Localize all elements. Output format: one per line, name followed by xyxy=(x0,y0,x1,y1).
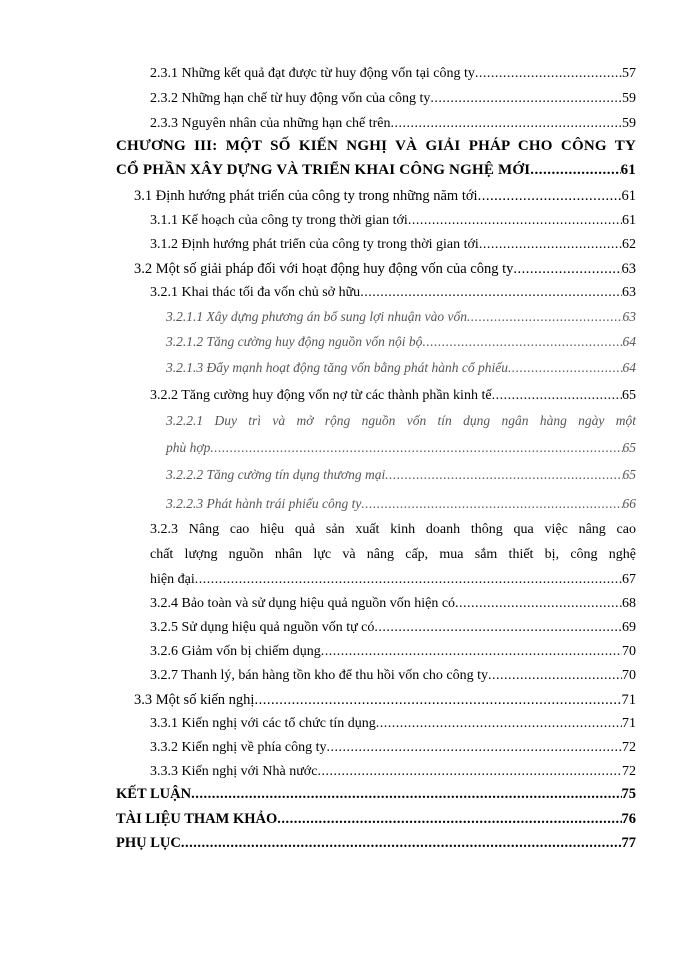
toc-entry-page: 61 xyxy=(622,213,636,228)
leader-dots xyxy=(508,356,623,380)
toc-entry-page: 59 xyxy=(622,116,636,131)
toc-entry-ket-luan[interactable] xyxy=(116,782,636,806)
toc-entry-title-line-1: 3.2.3 Nâng cao hiệu quả sản xuất kinh doanh thông qua việc nâng cao xyxy=(150,522,636,537)
toc-entry-page: 67 xyxy=(622,572,636,587)
toc-entry-title: 3.2.5 Sử dụng hiệu quả nguồn vốn tự có xyxy=(150,620,375,635)
toc-entry-title: 3.3.2 Kiến nghị về phía công ty xyxy=(150,740,327,755)
toc-entry-page: 70 xyxy=(622,668,636,683)
toc-entry-title: 3.2.2.3 Phát hành trái phiếu công ty xyxy=(166,496,362,511)
toc-entry-page: 72 xyxy=(622,740,636,755)
toc-entry-page: 63 xyxy=(621,261,636,277)
toc-entry-2-3-2[interactable] xyxy=(150,87,636,111)
toc-chapter-3[interactable] xyxy=(116,134,636,182)
toc-entry-3-2-4[interactable] xyxy=(150,592,636,616)
toc-entry-title: KẾT LUẬN xyxy=(116,786,192,802)
leader-dots xyxy=(181,831,622,855)
toc-entry-page: 66 xyxy=(622,496,636,511)
toc-entry-title: 3.2.1.3 Đẩy mạnh hoạt động tăng vốn bằng phát hành cổ phiếu xyxy=(166,360,508,375)
toc-entry-page: 64 xyxy=(622,334,636,349)
toc-entry-title-line-1: 3.2.2.1 Duy trì và mở rộng nguồn vốn tín dụng ngân hàng ngày một xyxy=(166,413,636,428)
toc-entry-page: 71 xyxy=(621,692,636,708)
leader-dots xyxy=(422,330,622,354)
toc-entry-title: 3.1.2 Định hướng phát triển của công ty trong thời gian tới xyxy=(150,237,479,252)
toc-entry-title-line-2: phù hợp xyxy=(166,440,211,455)
leader-dots xyxy=(374,616,622,640)
toc-entry-page: 70 xyxy=(622,644,636,659)
toc-entry-page: 71 xyxy=(622,716,636,731)
toc-entry-3-1-2[interactable] xyxy=(150,233,636,257)
toc-entry-page: 63 xyxy=(622,309,636,324)
toc-entry-title: 3.2.6 Giảm vốn bị chiếm dụng xyxy=(150,644,321,659)
toc-entry-3-2-5[interactable] xyxy=(150,616,636,640)
toc-entry-3-2-3[interactable] xyxy=(150,517,636,592)
toc-entry-title: 3.1 Định hướng phát triển của công ty trong những năm tới xyxy=(134,188,478,204)
toc-entry-title: 3.2.1.2 Tăng cường huy động nguồn vốn nội bộ xyxy=(166,334,423,349)
toc-entry-3-1-1[interactable] xyxy=(150,209,636,233)
toc-entry-page: 76 xyxy=(621,811,636,827)
toc-entry-page: 68 xyxy=(622,596,636,611)
toc-entry-page: 61 xyxy=(620,162,636,178)
toc-entry-title: 2.3.3 Nguyên nhân của những hạn chế trên xyxy=(150,116,391,131)
toc-entry-title: 3.2.2 Tăng cường huy động vốn nợ từ các thành phần kinh tế xyxy=(150,388,492,403)
toc-entry-title: 3.2.1 Khai thác tối đa vốn chủ sở hữu xyxy=(150,285,361,300)
leader-dots xyxy=(430,87,622,111)
toc-entry-3-2-2[interactable] xyxy=(150,384,636,408)
leader-dots xyxy=(478,184,622,208)
leader-dots xyxy=(321,640,622,664)
toc-entry-title: 3.2.1.1 Xây dựng phương án bổ sung lợi nhuận vào vốn xyxy=(166,309,467,324)
leader-dots xyxy=(210,434,622,461)
toc-entry-tai-lieu-tham-khao[interactable] xyxy=(116,807,636,831)
toc-entry-title-line-2: chất lượng nguồn nhân lực và nâng cấp, mua sắm thiết bị, công nghệ xyxy=(150,547,636,562)
toc-entry-title: PHỤ LỤC xyxy=(116,835,181,851)
toc-entry-page: 64 xyxy=(622,360,636,375)
toc-entry-2-3-1[interactable] xyxy=(150,62,636,86)
leader-dots xyxy=(317,760,622,784)
toc-entry-page: 69 xyxy=(622,620,636,635)
toc-entry-3-2-7[interactable] xyxy=(150,664,636,688)
toc-entry-page: 59 xyxy=(622,91,636,106)
leader-dots xyxy=(408,209,622,233)
toc-entry-title: 2.3.1 Những kết quả đạt được từ huy động vốn tại công ty xyxy=(150,66,475,81)
toc-entry-3-2-1-3[interactable] xyxy=(166,356,636,380)
toc-entry-title: 3.2.7 Thanh lý, bán hàng tồn kho để thu hồi vốn cho công ty xyxy=(150,668,489,683)
toc-entry-3-3[interactable] xyxy=(134,688,636,712)
toc-entry-page: 65 xyxy=(622,440,636,455)
toc-entry-title: 3.2.2.2 Tăng cường tín dụng thương mại xyxy=(166,467,386,482)
toc-entry-title-line-3: hiện đại xyxy=(150,572,195,587)
leader-dots xyxy=(277,807,621,831)
leader-dots xyxy=(492,384,622,408)
toc-entry-title: 3.3.1 Kiến nghị với các tổ chức tín dụng xyxy=(150,716,376,731)
toc-entry-title: 3.3.3 Kiến nghị với Nhà nước xyxy=(150,764,318,779)
toc-entry-phu-luc[interactable] xyxy=(116,831,636,855)
leader-dots xyxy=(488,664,622,688)
leader-dots xyxy=(530,158,620,182)
toc-entry-page: 77 xyxy=(621,835,636,851)
toc-entry-page: 72 xyxy=(622,764,636,779)
toc-entry-page: 65 xyxy=(622,467,636,482)
toc-entry-3-3-1[interactable] xyxy=(150,712,636,736)
toc-entry-3-2-2-1[interactable] xyxy=(166,407,636,461)
leader-dots xyxy=(475,62,622,86)
toc-entry-3-3-2[interactable] xyxy=(150,736,636,760)
toc-entry-2-3-3[interactable] xyxy=(150,112,636,136)
leader-dots xyxy=(390,112,622,136)
leader-dots xyxy=(385,463,622,487)
leader-dots xyxy=(513,257,621,281)
toc-entry-3-2[interactable] xyxy=(134,257,636,281)
toc-entry-title: 3.2 Một số giải pháp đối với hoạt động huy động vốn của công ty xyxy=(134,261,514,277)
toc-entry-3-2-1[interactable] xyxy=(150,281,636,305)
toc-entry-title: 3.2.4 Bảo toàn và sử dụng hiệu quả nguồn vốn hiện có xyxy=(150,596,456,611)
toc-entry-3-3-3[interactable] xyxy=(150,760,636,784)
leader-dots xyxy=(195,567,622,592)
toc-entry-title: 3.1.1 Kế hoạch của công ty trong thời gian tới xyxy=(150,213,408,228)
toc-entry-3-2-2-3[interactable] xyxy=(166,492,636,516)
leader-dots xyxy=(254,688,621,712)
toc-entry-title: 3.3 Một số kiến nghị xyxy=(134,692,255,708)
chapter-title-line-1: CHƯƠNG III: MỘT SỐ KIẾN NGHỊ VÀ GIẢI PHÁP CHO CÔNG TY xyxy=(116,138,636,154)
toc-entry-3-1[interactable] xyxy=(134,184,636,208)
toc-entry-3-2-6[interactable] xyxy=(150,640,636,664)
toc-entry-title: 2.3.2 Những hạn chế từ huy động vốn của công ty xyxy=(150,91,431,106)
toc-entry-page: 62 xyxy=(622,237,636,252)
toc-entry-page: 75 xyxy=(621,786,636,802)
leader-dots xyxy=(191,782,621,806)
toc-entry-page: 61 xyxy=(621,188,636,204)
leader-dots xyxy=(479,233,622,257)
chapter-title-line-2: CỔ PHẦN XÂY DỰNG VÀ TRIỂN KHAI CÔNG NGHỆ MỚI xyxy=(116,162,531,178)
leader-dots xyxy=(360,281,622,305)
leader-dots xyxy=(376,712,622,736)
leader-dots xyxy=(455,592,622,616)
toc-entry-title: TÀI LIỆU THAM KHẢO xyxy=(116,811,278,827)
leader-dots xyxy=(327,736,622,760)
toc-entry-3-2-2-2[interactable] xyxy=(166,463,636,487)
toc-entry-page: 57 xyxy=(622,66,636,81)
toc-entry-3-2-1-1[interactable] xyxy=(166,305,636,329)
toc-entry-page: 65 xyxy=(622,388,636,403)
toc-entry-page: 63 xyxy=(622,285,636,300)
toc-entry-3-2-1-2[interactable] xyxy=(166,330,636,354)
leader-dots xyxy=(361,492,622,516)
leader-dots xyxy=(467,305,623,329)
